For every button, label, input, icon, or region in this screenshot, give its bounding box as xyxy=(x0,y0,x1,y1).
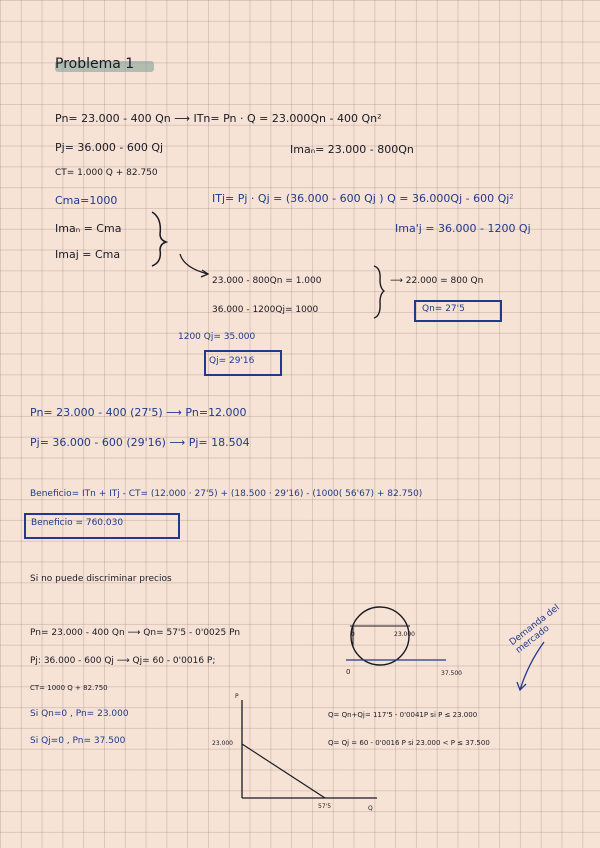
system-brace xyxy=(372,264,386,320)
benefit-formula: Beneficio= ITn + ITj - CT= (12.000 · 27'5) + (18.500 · 29'16) - (1000( 56'67) + 82.750) xyxy=(30,489,423,499)
nd-qn-zero: Si Qn=0 , Pn= 23.000 xyxy=(30,709,129,719)
graph-x-label: Q xyxy=(368,805,373,812)
demand-graph xyxy=(205,690,385,820)
iman-cma: Imaₙ = Cma xyxy=(55,222,122,235)
nd-eq-1: Pn= 23.000 - 400 Qn ⟶ Qn= 57'5 - 0'0025 Pn xyxy=(30,628,241,638)
circle-zero: 0 xyxy=(351,631,355,638)
graph-y-tick: 23.000 xyxy=(212,740,233,747)
line-value: 37.500 xyxy=(441,670,462,677)
no-discrimination-heading: Si no puede discriminar precios xyxy=(30,574,172,584)
market-demand-note: Demanda del mercado xyxy=(508,602,562,656)
benefit-answer: Beneficio = 760.030 xyxy=(31,518,124,528)
nd-eq-3: CT= 1000 Q + 82.750 xyxy=(30,684,108,692)
condition-2: Q= Qj = 60 - 0'0016 P si 23.000 < P ≤ 37.500 xyxy=(328,739,490,747)
eq-pj: Pj= 36.000 - 600 Qj xyxy=(55,141,164,154)
graph-demand-line xyxy=(242,744,325,798)
itj-eq: ITj= Pj · Qj = (36.000 - 600 Qj ) Q = 36.000Qj - 600 Qj² xyxy=(212,192,514,205)
graph-x-tick: 57'5 xyxy=(318,803,332,810)
nd-qj-zero: Si Qj=0 , Pn= 37.500 xyxy=(30,736,126,746)
eq-iman: Imaₙ= 23.000 - 800Qn xyxy=(290,143,414,156)
imaj-eq: Ima'j = 36.000 - 1200 Qj xyxy=(395,222,531,235)
qj-step: 1200 Qj= 35.000 xyxy=(178,332,256,342)
qj-answer: Qj= 29'16 xyxy=(209,356,255,366)
graph-y-label: P xyxy=(235,693,239,700)
market-sketch xyxy=(340,604,460,680)
eq-ct: CT= 1.000 Q + 82.750 xyxy=(55,168,158,178)
pn-result: Pn= 23.000 - 400 (27'5) ⟶ Pn=12.000 xyxy=(30,406,247,419)
system-eq-1: 23.000 - 800Qn = 1.000 xyxy=(212,276,322,286)
demand-arrow xyxy=(514,640,550,694)
cma-eq: Cma=1000 xyxy=(55,194,118,207)
condition-1: Q= Qn+Qj= 117'5 - 0'0041P si P ≤ 23.000 xyxy=(328,711,478,719)
circle-value: 23.000 xyxy=(394,631,415,638)
brace-arrow xyxy=(150,210,220,280)
pj-result: Pj= 36.000 - 600 (29'16) ⟶ Pj= 18.504 xyxy=(30,436,250,449)
imaj-cma: Imaj = Cma xyxy=(55,248,121,261)
line-zero: 0 xyxy=(346,668,351,676)
system-eq-2: 36.000 - 1200Qj= 1000 xyxy=(212,305,319,315)
page-title: Problema 1 xyxy=(55,56,135,72)
system-result: ⟶ 22.000 = 800 Qn xyxy=(390,276,484,286)
nd-eq-2: Pj: 36.000 - 600 Qj ⟶ Qj= 60 - 0'0016 P; xyxy=(30,656,216,666)
eq-pn-itn: Pn= 23.000 - 400 Qn ⟶ ITn= Pn · Q = 23.000Qn - 400 Qn² xyxy=(55,112,382,125)
qn-answer: Qn= 27'5 xyxy=(422,304,465,314)
